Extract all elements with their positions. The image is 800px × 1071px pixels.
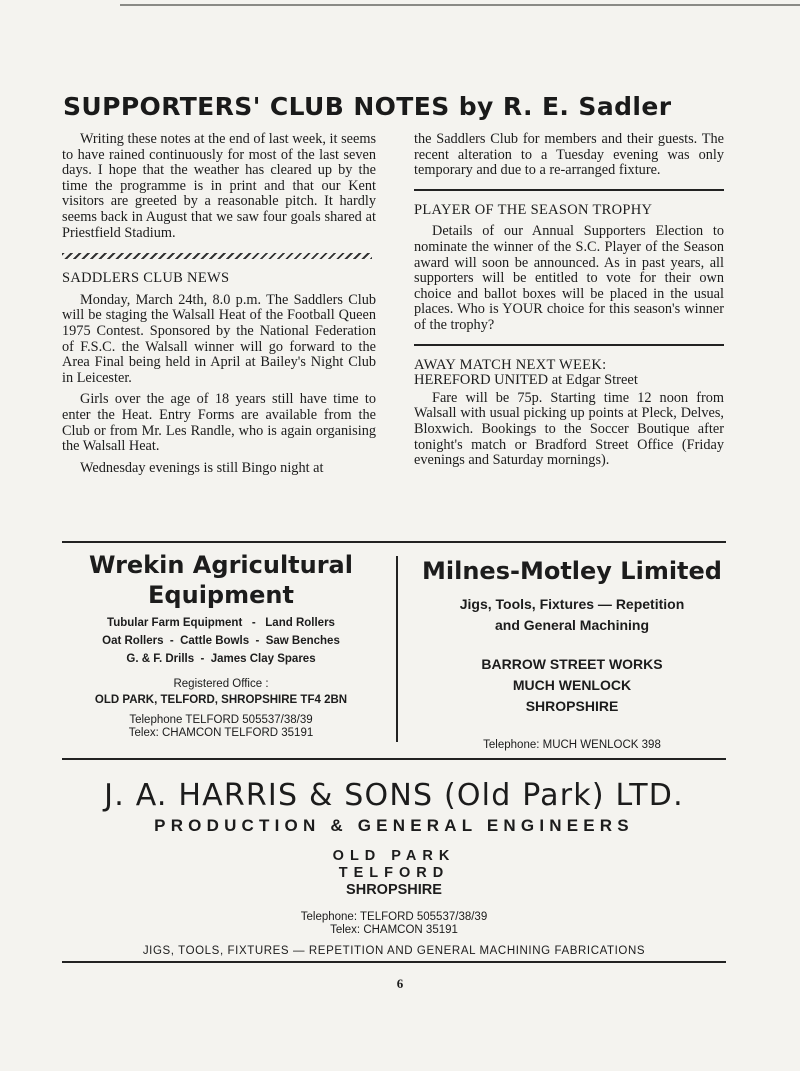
harris-name: J. A. HARRIS & SONS (Old Park) LTD. — [104, 778, 684, 813]
section-rule — [414, 344, 724, 346]
left-column — [62, 132, 376, 482]
away-match-subheading: HEREFORD UNITED at Edgar Street — [414, 372, 638, 389]
right-column — [414, 132, 724, 475]
harris-telephone: Telephone: TELFORD 505537/38/39 — [300, 911, 488, 923]
milnes-advert — [412, 556, 732, 751]
harris-contact — [62, 911, 726, 937]
ads-top-rule — [62, 541, 726, 543]
news-paragraph-3: Wednesday evenings is still Bingo night at — [80, 459, 324, 476]
ads-vertical-rule — [396, 556, 398, 742]
wrekin-name-line1: Wrekin Agricultural — [89, 551, 353, 579]
wrekin-name — [62, 550, 380, 610]
wrekin-name-line2: Equipment — [148, 581, 294, 609]
continued-paragraph: the Saddlers Club for members and their guests. The recent alteration to a Tuesday evening was only temporary and due to a re-arranged fixture. — [414, 131, 724, 179]
harris-services: JIGS, TOOLS, FIXTURES — REPETITION AND GENERAL MACHINING FABRICATIONS — [142, 945, 646, 957]
page-number: 6 — [396, 976, 404, 991]
harris-advert — [62, 776, 726, 957]
wrekin-contact — [62, 714, 380, 740]
milnes-address — [412, 654, 732, 717]
away-match-heading: AWAY MATCH NEXT WEEK: — [414, 356, 607, 373]
zigzag-divider — [62, 253, 372, 259]
milnes-address-line1: BARROW STREET WORKS — [481, 656, 663, 672]
ads-middle-rule — [62, 758, 726, 760]
wrekin-address: OLD PARK, TELFORD, SHROPSHIRE TF4 2BN — [94, 694, 348, 706]
milnes-address-line2: MUCH WENLOCK — [512, 677, 632, 693]
page-edge-line — [120, 4, 800, 6]
section-rule — [414, 189, 724, 191]
milnes-name: Milnes-Motley Limited — [422, 557, 722, 585]
news-paragraph-1: Monday, March 24th, 8.0 p.m. The Saddlers Club will be staging the Walsall Heat of the Football Queen 1975 Contest. Sponsored by the National Federation of F.S.C. the Walsall winner will go forward to the Area Final being held in April at Bailey's Night Club in Leicester. — [62, 291, 376, 386]
trophy-heading: PLAYER OF THE SEASON TROPHY — [414, 201, 653, 218]
milnes-address-line3: SHROPSHIRE — [525, 698, 619, 714]
harris-telex: Telex: CHAMCON 35191 — [330, 924, 458, 936]
intro-paragraph: Writing these notes at the end of last week, it seems to have rained continuously for most of the last seven days. I hope that the weather has cleared up by the time the programme is in print and that our Kent visitors are greeted by a reasonable pitch. It hardly seems back in August that we saw four goals shared at Priestfield Stadium. — [62, 131, 377, 241]
wrekin-advert — [62, 550, 380, 740]
harris-address-line1: OLD PARK — [332, 848, 456, 864]
saddlers-club-news-heading: SADDLERS CLUB NEWS — [62, 270, 230, 287]
wrekin-telex: Telex: CHAMCON TELFORD 35191 — [128, 727, 314, 739]
ads-bottom-rule — [62, 961, 726, 963]
away-match-paragraph: Fare will be 75p. Starting time 12 noon from Walsall with usual picking up points at Pleck, Delves, Bloxwich. Bookings to the Soccer Boutique after tonight's match or Bradford Street Office (Friday evenings and Saturday mornings). — [414, 389, 724, 469]
milnes-services-line2: and General Machining — [494, 617, 650, 633]
harris-address-line2: TELFORD — [338, 865, 450, 881]
milnes-telephone: Telephone: MUCH WENLOCK 398 — [483, 739, 661, 751]
harris-address — [62, 848, 726, 899]
milnes-services — [412, 594, 732, 636]
article-title: SUPPORTERS' CLUB NOTES by R. E. Sadler — [63, 92, 672, 121]
wrekin-products-line2: Oat Rollers - Cattle Bowls - Saw Benches — [102, 635, 340, 647]
trophy-paragraph: Details of our Annual Supporters Election to nominate the winner of the S.C. Player of the Season award will soon be announced. As in past years, all supporters will be entitled to vote for their own choice and ballot boxes will be placed in the usual places. Who is YOUR choice for this season's winner of the trophy? — [414, 223, 724, 333]
harris-address-line3: SHROPSHIRE — [346, 882, 442, 898]
news-paragraph-2: Girls over the age of 18 years still have time to enter the Heat. Entry Forms are available from the Club or from Mr. Les Randle, who is again organising the Walsall Heat. — [62, 391, 376, 455]
wrekin-products — [62, 614, 380, 668]
milnes-services-line1: Jigs, Tools, Fixtures — Repetition — [459, 596, 685, 612]
wrekin-telephone: Telephone TELFORD 505537/38/39 — [129, 714, 313, 726]
wrekin-registered-office-label: Registered Office : — [173, 678, 269, 690]
harris-tagline: PRODUCTION & GENERAL ENGINEERS — [154, 816, 634, 835]
wrekin-products-line3: G. & F. Drills - James Clay Spares — [126, 653, 316, 665]
wrekin-products-line1: Tubular Farm Equipment - Land Rollers — [107, 617, 335, 629]
